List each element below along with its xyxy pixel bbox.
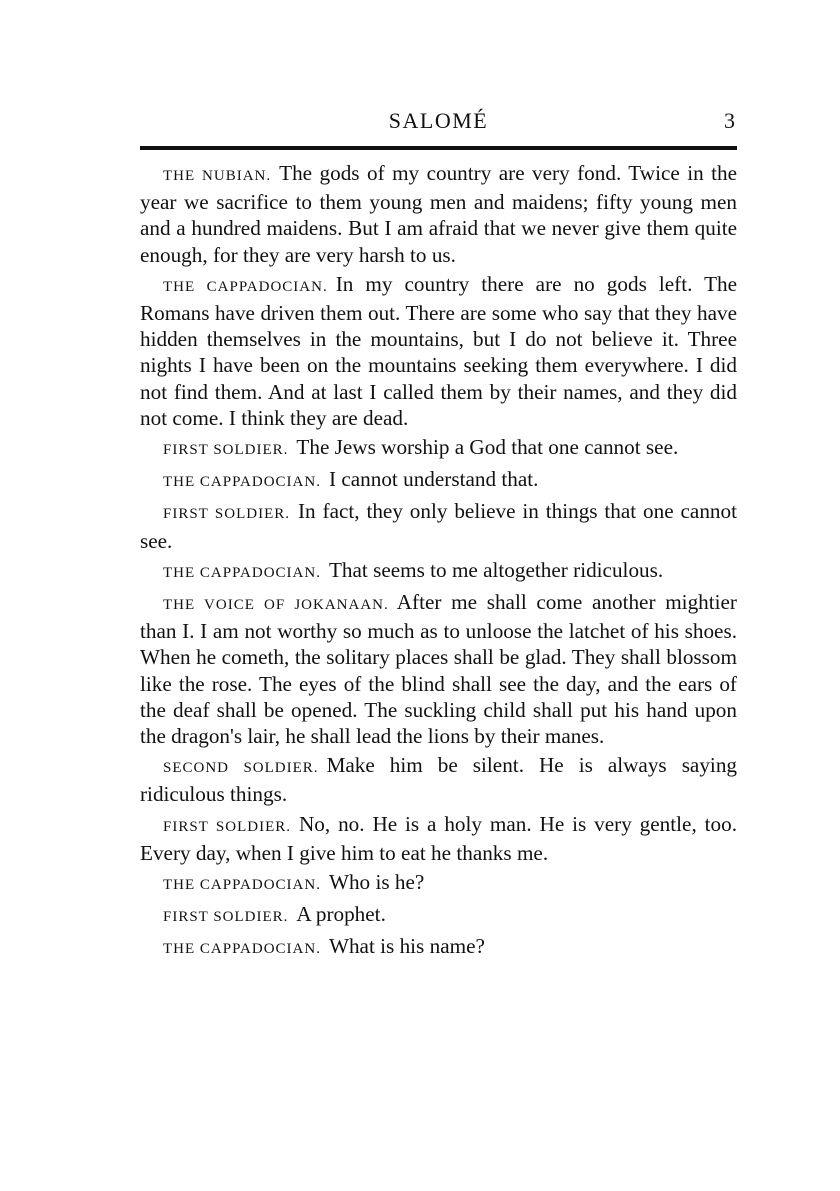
speaker-name: THE NUBIAN. xyxy=(163,168,272,184)
speaker-name: THE VOICE OF JOKANAAN. xyxy=(163,597,389,614)
speaker-name: THE CAPPADOCIAN. xyxy=(163,877,321,894)
speech-text: After me shall come another mightier than I. I am not worthy so much as to unloose the latchet of his shoes. When he cometh, the solitary places shall be glad. They shall blossom like the rose. The eyes of the blind shall see the day, and the ears of the deaf shall be opened. The suckling child shall put his hand upon the dragon's lair, he shall lead the lions by their manes. xyxy=(140,590,737,749)
speech xyxy=(140,752,737,807)
speech-text: In fact, they only believe in things that one cannot see. xyxy=(140,499,737,553)
speech xyxy=(140,557,737,586)
speech xyxy=(140,811,737,866)
speech xyxy=(140,271,737,431)
speech-text: The Jews worship a God that one cannot see. xyxy=(296,435,679,460)
header-rule xyxy=(140,146,737,150)
speech-text: The gods of my country are very fond. Twice in the year we sacrifice to them young men and maidens; fifty young men and a hundred maidens. But I am afraid that we never give them quite enough, for they are very harsh to us. xyxy=(140,161,737,267)
speaker-name: FIRST SOLDIER. xyxy=(163,442,289,459)
speech-text: Who is he? xyxy=(328,870,425,895)
speech-text: No, no. He is a holy man. He is very gentle, too. Every day, when I give him to eat he thanks me. xyxy=(140,811,737,865)
speech-text: Make him be silent. He is always saying ridiculous things. xyxy=(140,753,738,807)
speaker-name: THE CAPPADOCIAN. xyxy=(163,941,321,958)
speech-text: A prophet. xyxy=(296,902,386,927)
speech-text: That seems to me altogether ridiculous. xyxy=(328,557,664,582)
speech-text: In my country there are no gods left. The Romans have driven them out. There are some who say that they have hidden themselves in the mountains, but I do not believe it. Three nights I have been on the mountains seeking them everywhere. I did not find them. And at last I called them by their names, and they did not come. I think they are dead. xyxy=(140,271,738,430)
running-title: SALOMÉ xyxy=(388,108,489,133)
book-page xyxy=(140,100,737,966)
speech xyxy=(140,869,737,898)
speech xyxy=(140,589,737,749)
speech xyxy=(140,160,737,268)
speaker-name: SECOND SOLDIER. xyxy=(163,760,319,777)
speaker-name: FIRST SOLDIER. xyxy=(163,818,291,835)
speech-text: What is his name? xyxy=(328,934,485,959)
speech xyxy=(140,933,737,962)
speaker-name: THE CAPPADOCIAN. xyxy=(163,564,321,581)
speaker-name: FIRST SOLDIER. xyxy=(163,506,290,523)
speech xyxy=(140,466,737,495)
speaker-name: THE CAPPADOCIAN. xyxy=(163,474,321,491)
play-text xyxy=(140,160,737,963)
speech xyxy=(140,498,737,553)
page-number: 3 xyxy=(724,108,735,133)
speech xyxy=(140,434,737,463)
page-header xyxy=(140,100,737,140)
speaker-name: FIRST SOLDIER. xyxy=(163,909,289,926)
speech-text: I cannot understand that. xyxy=(328,467,539,492)
speech xyxy=(140,901,737,930)
speaker-name: THE CAPPADOCIAN. xyxy=(163,278,328,295)
